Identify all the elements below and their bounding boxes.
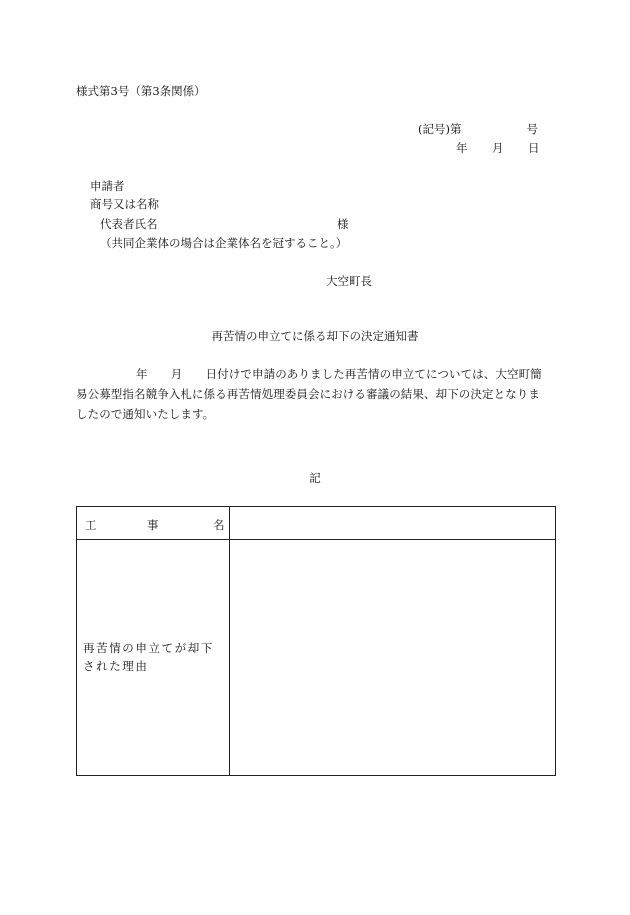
reference-suffix: 号: [526, 122, 538, 136]
body-line-3: したので通知いたします。: [76, 407, 215, 421]
date-day: 日: [528, 141, 540, 155]
reference-prefix: (記号)第: [418, 122, 462, 136]
notice-body: [76, 364, 556, 424]
trade-name-label: 商号又は名称: [90, 197, 159, 211]
date-year: 年: [456, 141, 468, 155]
label-char-2: 事: [147, 518, 159, 532]
form-number: 様式第3号（第3条関係）: [76, 84, 206, 98]
recipient: 大空町長: [326, 274, 372, 288]
joint-venture-note: （共同企業体の場合は企業体名を冠すること。）: [100, 236, 348, 250]
details-table: [76, 506, 556, 776]
honorific: 様: [337, 217, 349, 231]
rejection-reason-value[interactable]: [231, 541, 555, 775]
table-column-divider: [229, 507, 230, 775]
ki-heading: 記: [309, 471, 321, 485]
body-line-2: 易公募型指名競争入札に係る再苦情処理委員会における審議の結果、却下の決定となりま: [76, 387, 540, 401]
construction-name-value[interactable]: [231, 507, 555, 539]
rejection-reason-label: 再苦情の申立てが却下された理由: [83, 641, 214, 673]
date-month: 月: [492, 141, 504, 155]
representative-label: 代表者氏名: [100, 217, 158, 231]
table-row-divider: [77, 539, 555, 540]
body-line-1: 年 月 日付けで申請のありました再苦情の申立てについては、大空町簡: [136, 367, 542, 381]
applicant-label: 申請者: [90, 179, 125, 193]
document-title: 再苦情の申立てに係る却下の決定通知書: [211, 329, 419, 343]
label-char-1: 工: [85, 518, 97, 532]
label-char-3: 名: [213, 518, 225, 532]
